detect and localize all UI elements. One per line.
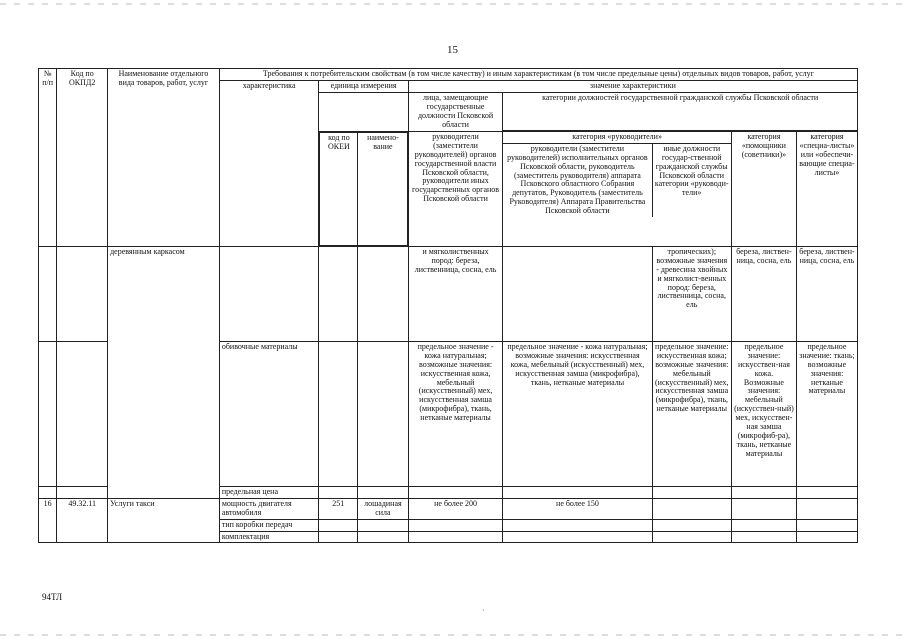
header-okpd: Код по ОКПД2 bbox=[57, 69, 108, 247]
equipment-okei bbox=[319, 531, 358, 543]
gearbox-okei bbox=[319, 519, 358, 531]
header-civil-categories: категории должностей государственной гражданской службы Псковской области bbox=[503, 92, 858, 130]
price-okei bbox=[319, 486, 358, 498]
frame-okei bbox=[319, 246, 358, 341]
upholstery-exec: предельное значение - кожа натуральная; возможные значения: искусственная кожа, мебельный (искусственный) мех, искусственная замша (микрофибра), ткань, нетканые материалы bbox=[503, 341, 652, 486]
price-char: предельная цена bbox=[219, 486, 319, 498]
taxi-gov: не более 200 bbox=[408, 498, 502, 519]
frame-assist: береза, листвен-ница, сосна, ель bbox=[731, 246, 796, 341]
equipment-unit bbox=[358, 531, 409, 543]
frame-exec bbox=[503, 246, 652, 341]
upholstery-okei bbox=[319, 341, 358, 486]
frame-code bbox=[57, 246, 108, 341]
upholstery-gov: предельное значение - кожа натуральная; возможные значения: искусственная кожа, мебельный (искусственный) мех, искусственная замша (микрофибра), ткань, нетканые материалы bbox=[408, 341, 502, 486]
taxi-other bbox=[652, 498, 731, 519]
taxi-assist bbox=[731, 498, 796, 519]
equipment-spec bbox=[796, 531, 857, 543]
price-unit bbox=[358, 486, 409, 498]
equipment-other bbox=[652, 531, 731, 543]
taxi-gearbox: тип коробки передач bbox=[219, 519, 319, 531]
header-unit-blank bbox=[319, 92, 408, 131]
frame-gov: и мягколиственных пород: береза, лиственница, сосна, ель bbox=[408, 246, 502, 341]
header-heads-cat: категория «руководители» bbox=[503, 132, 731, 143]
taxi-num: 16 bbox=[39, 498, 57, 543]
taxi-unit: лошадиная сила bbox=[358, 498, 409, 519]
upholstery-other: предельное значение: искусственная кожа; возможные значения: мебельный (искусственный) мех, искусственная замша (микрофибра), ткань, нетканые материалы bbox=[652, 341, 731, 486]
gearbox-unit bbox=[358, 519, 409, 531]
upholstery-char: обивочные материалы bbox=[219, 341, 319, 486]
upholstery-spec: предельное значение: ткань; возможные значения: нетканые материалы bbox=[796, 341, 857, 486]
frame-num bbox=[39, 246, 57, 341]
unit-subtable bbox=[319, 132, 408, 246]
gearbox-spec bbox=[796, 519, 857, 531]
taxi-exec: не более 150 bbox=[503, 498, 652, 519]
price-exec bbox=[503, 486, 652, 498]
price-other bbox=[652, 486, 731, 498]
gearbox-other bbox=[652, 519, 731, 531]
header-unit-name: наимено-вание bbox=[358, 132, 408, 245]
taxi-okei: 251 bbox=[319, 498, 358, 519]
price-num bbox=[39, 486, 57, 498]
equipment-gov bbox=[408, 531, 502, 543]
frame-other: тропических); возможные значения - древесина хвойных и мягколист-венных пород: береза, лиственница, сосна, ель bbox=[652, 246, 731, 341]
upholstery-unit bbox=[358, 341, 409, 486]
header-spec-cat: категория «специа-листы» или «обеспечи-вающие специа-листы» bbox=[796, 131, 857, 246]
scan-mark: · bbox=[482, 606, 485, 615]
header-requirements: Требования к потребительским свойствам (в том числе качеству) и иным характеристикам (в том числе предельные цены) отдельных видов товаров, работ, услуг bbox=[219, 69, 857, 81]
header-heads-block bbox=[503, 131, 732, 246]
header-unit-sub bbox=[319, 131, 408, 246]
header-name: Наименование отдельного вида товаров, работ, услуг bbox=[108, 69, 220, 247]
header-unit: единица измерения bbox=[319, 80, 408, 92]
requirements-table bbox=[38, 68, 858, 543]
frame-name: деревянным каркасом bbox=[108, 246, 220, 498]
header-num: № п/п bbox=[39, 69, 57, 247]
taxi-code: 49.32.11 bbox=[57, 498, 108, 543]
scan-edge-bottom bbox=[0, 634, 905, 636]
heads-subtable bbox=[503, 132, 731, 218]
taxi-spec bbox=[796, 498, 857, 519]
page-number: 15 bbox=[447, 44, 458, 56]
table-row bbox=[39, 498, 858, 519]
equipment-exec bbox=[503, 531, 652, 543]
price-gov bbox=[408, 486, 502, 498]
scan-edge-top bbox=[0, 3, 905, 5]
price-spec bbox=[796, 486, 857, 498]
header-okei-code: код по ОКЕИ bbox=[320, 132, 358, 245]
header-gov-heads: руководители (заместители руководителей) органов государственной власти Псковской области, руководители иных государственных органов Псковской области bbox=[408, 131, 502, 246]
upholstery-code bbox=[57, 341, 108, 486]
header-characteristic: характеристика bbox=[219, 80, 319, 246]
price-assist bbox=[731, 486, 796, 498]
taxi-equipment: комплектация bbox=[219, 531, 319, 543]
header-exec-heads: руководители (заместители руководителей) исполнительных органов Псковской области, руководитель (заместитель руководителя) аппарата Псковского областного Собрания депутатов, Руководитель (заместитель Руководителя) Аппарата Правительства Псковской области bbox=[503, 143, 652, 217]
taxi-name: Услуги такси bbox=[108, 498, 220, 543]
header-other-heads: иные должности государ-ственной гражданской службы Псковской области категории «руководи-тели» bbox=[652, 143, 731, 217]
gearbox-gov bbox=[408, 519, 502, 531]
equipment-assist bbox=[731, 531, 796, 543]
header-persons: лица, замещающие государственные должности Псковской области bbox=[408, 92, 502, 131]
gearbox-exec bbox=[503, 519, 652, 531]
price-code bbox=[57, 486, 108, 498]
gearbox-assist bbox=[731, 519, 796, 531]
table-row bbox=[39, 246, 858, 341]
footer-code: 94ТЛ bbox=[42, 592, 63, 602]
taxi-power: мощность двигателя автомобиля bbox=[219, 498, 319, 519]
header-value: значение характеристики bbox=[408, 80, 857, 92]
frame-unit bbox=[358, 246, 409, 341]
header-assist-cat: категория «помощники (советники)» bbox=[731, 131, 796, 246]
upholstery-assist: предельное значение: искусствен-ная кожа. Возможные значения: мебельный (искусствен-ный) мех, искусствен-ная замша (микрофиб-ра), ткань, нетканые материалы bbox=[731, 341, 796, 486]
upholstery-num bbox=[39, 341, 57, 486]
frame-char bbox=[219, 246, 319, 341]
frame-spec: береза, листвен-ница, сосна, ель bbox=[796, 246, 857, 341]
